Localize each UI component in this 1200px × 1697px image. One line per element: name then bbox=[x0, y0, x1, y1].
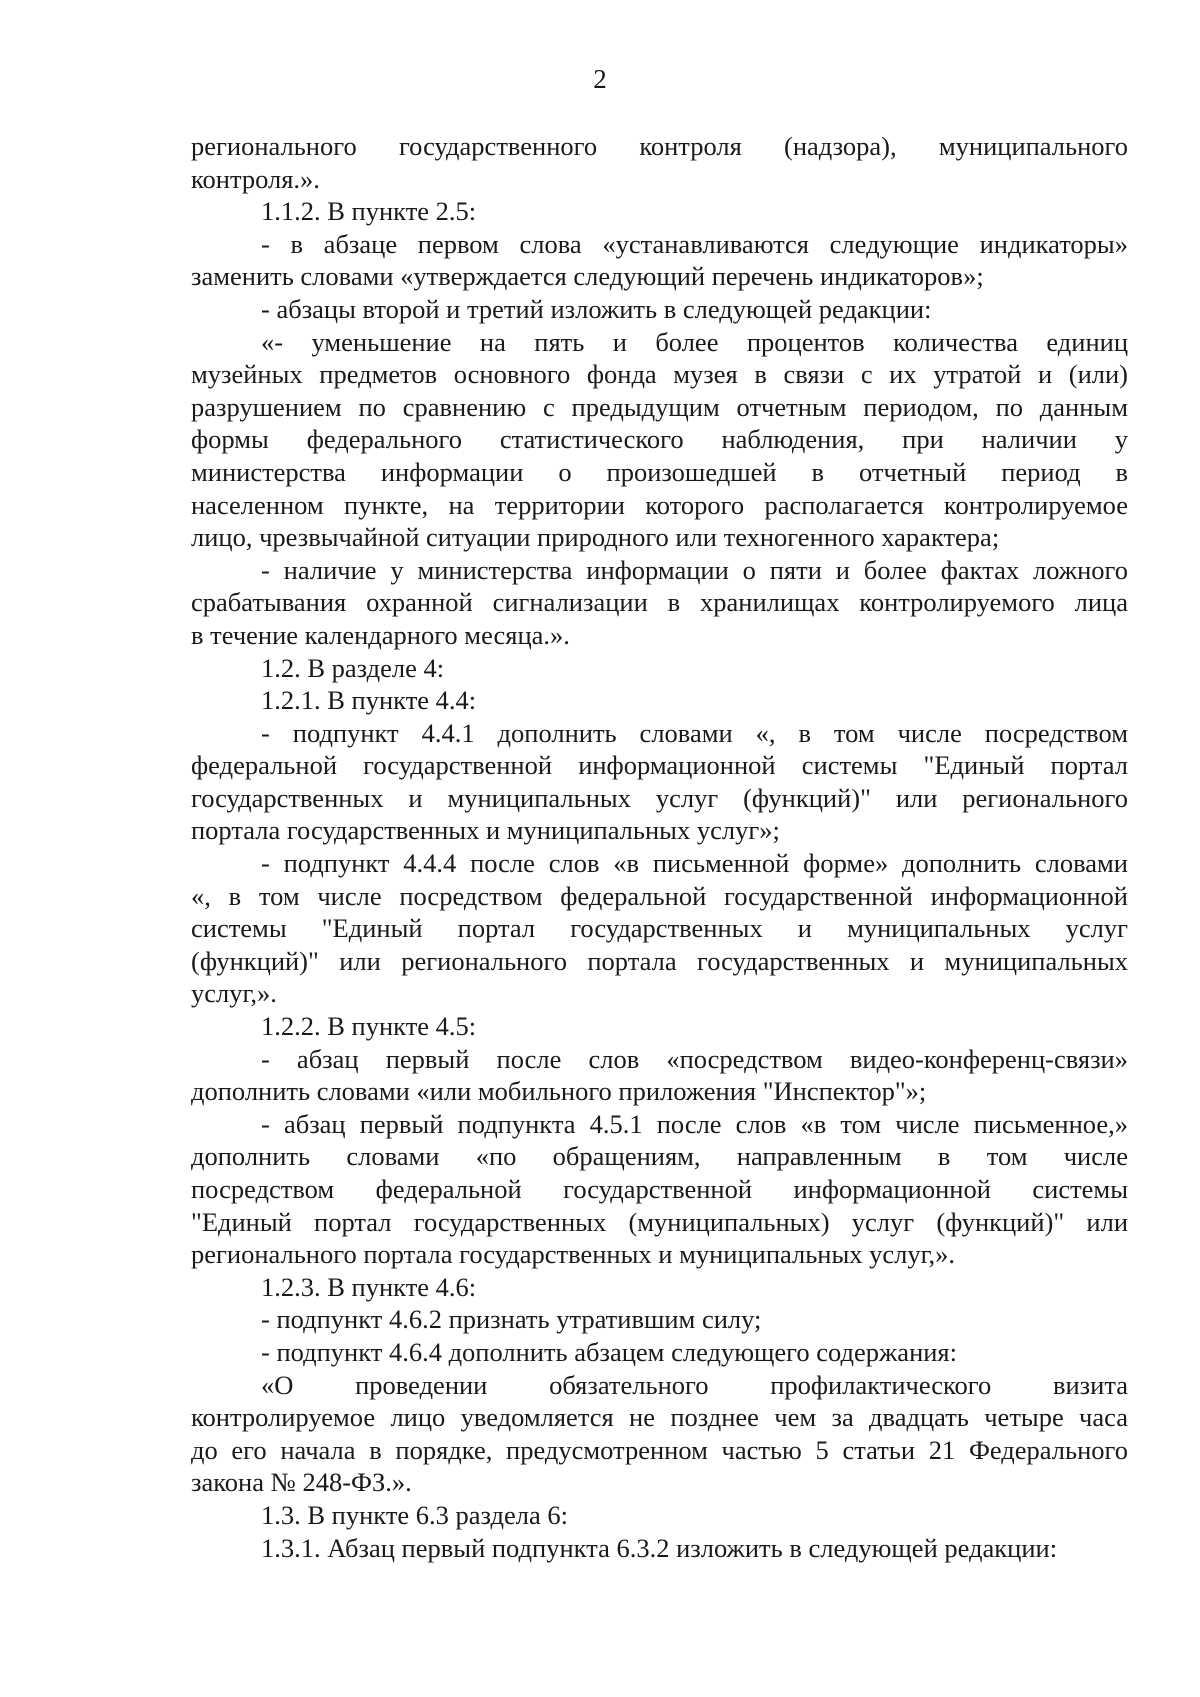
text-line: портала государственных и муниципальных услуг»; bbox=[191, 815, 780, 846]
text-line: до его начала в порядке, предусмотренном частью 5 статьи 21 Федерального bbox=[191, 1434, 1128, 1465]
text-line: регионального государственного контроля (надзора), муниципального bbox=[191, 131, 1128, 161]
text-line: формы федерального статистического наблюдения, при наличии у bbox=[191, 424, 1128, 455]
text-line: государственных и муниципальных услуг (функций)" или регионального bbox=[191, 782, 1128, 813]
text-line: музейных предметов основного фонда музея в связи с их утратой и (или) bbox=[191, 359, 1128, 390]
text-line: - наличие у министерства информации о пяти и более фактах ложного bbox=[261, 554, 1128, 585]
text-line: - абзац первый подпункта 4.5.1 после слов «в том числе письменное,» bbox=[261, 1108, 1128, 1139]
text-line: лицо, чрезвычайной ситуации природного или техногенного характера; bbox=[191, 522, 1000, 553]
text-line: - подпункт 4.4.1 дополнить словами «, в том числе посредством bbox=[261, 717, 1128, 748]
text-line: в течение календарного месяца.». bbox=[191, 619, 570, 650]
page-number: 2 bbox=[593, 64, 607, 94]
text-line: «О проведении обязательного профилактического визита bbox=[261, 1369, 1128, 1400]
text-line: 1.2.3. В пункте 4.6: bbox=[261, 1271, 477, 1302]
text-line: «, в том числе посредством федеральной государственной информационной bbox=[191, 880, 1128, 911]
text-line: 1.2. В разделе 4: bbox=[261, 652, 445, 683]
document-body bbox=[191, 130, 1128, 1564]
text-line: контролируемое лицо уведомляется не позднее чем за двадцать четыре часа bbox=[191, 1402, 1128, 1433]
text-line: разрушением по сравнению с предыдущим отчетным периодом, по данным bbox=[191, 391, 1128, 422]
text-line: - подпункт 4.4.4 после слов «в письменной форме» дополнить словами bbox=[261, 848, 1128, 879]
text-line: 1.2.2. В пункте 4.5: bbox=[261, 1011, 477, 1042]
text-line: системы "Единый портал государственных и муниципальных услуг bbox=[191, 913, 1128, 944]
text-line: закона № 248-ФЗ.». bbox=[191, 1467, 412, 1498]
text-line: 1.3. В пункте 6.3 раздела 6: bbox=[261, 1499, 569, 1530]
text-line: населенном пункте, на территории которого располагается контролируемое bbox=[191, 489, 1128, 520]
text-line: - абзац первый после слов «посредством видео-конференц-связи» bbox=[261, 1043, 1128, 1074]
text-line: министерства информации о произошедшей в отчетный период в bbox=[191, 456, 1128, 487]
text-line: - подпункт 4.6.4 дополнить абзацем следующего содержания: bbox=[261, 1336, 957, 1367]
text-line: (функций)" или регионального портала государственных и муниципальных bbox=[191, 945, 1128, 976]
text-line: контроля.». bbox=[191, 163, 320, 194]
text-line: - в абзаце первом слова «устанавливаются следующие индикаторы» bbox=[261, 228, 1128, 259]
text-line: 1.2.1. В пункте 4.4: bbox=[261, 685, 477, 716]
text-line: "Единый портал государственных (муниципальных) услуг (функций)" или bbox=[191, 1206, 1128, 1237]
text-line: регионального портала государственных и муниципальных услуг,». bbox=[191, 1239, 956, 1270]
text-line: заменить словами «утверждается следующий перечень индикаторов»; bbox=[191, 261, 984, 292]
text-line: посредством федеральной государственной информационной системы bbox=[191, 1174, 1128, 1204]
text-line: 1.1.2. В пункте 2.5: bbox=[261, 196, 477, 227]
text-line: - подпункт 4.6.2 признать утратившим силу; bbox=[261, 1304, 762, 1335]
text-line: дополнить словами «по обращениям, направленным в том числе bbox=[191, 1141, 1128, 1172]
text-line: федеральной государственной информационной системы "Единый портал bbox=[191, 750, 1128, 781]
text-line: срабатывания охранной сигнализации в хранилищах контролируемого лица bbox=[191, 587, 1128, 618]
text-line: услуг,». bbox=[191, 978, 277, 1009]
text-line: дополнить словами «или мобильного приложения "Инспектор"»; bbox=[191, 1076, 927, 1107]
text-line: - абзацы второй и третий изложить в следующей редакции: bbox=[261, 293, 932, 324]
text-line: 1.3.1. Абзац первый подпункта 6.3.2 изложить в следующей редакции: bbox=[261, 1532, 1058, 1563]
text-line: «- уменьшение на пять и более процентов количества единиц bbox=[261, 326, 1128, 357]
